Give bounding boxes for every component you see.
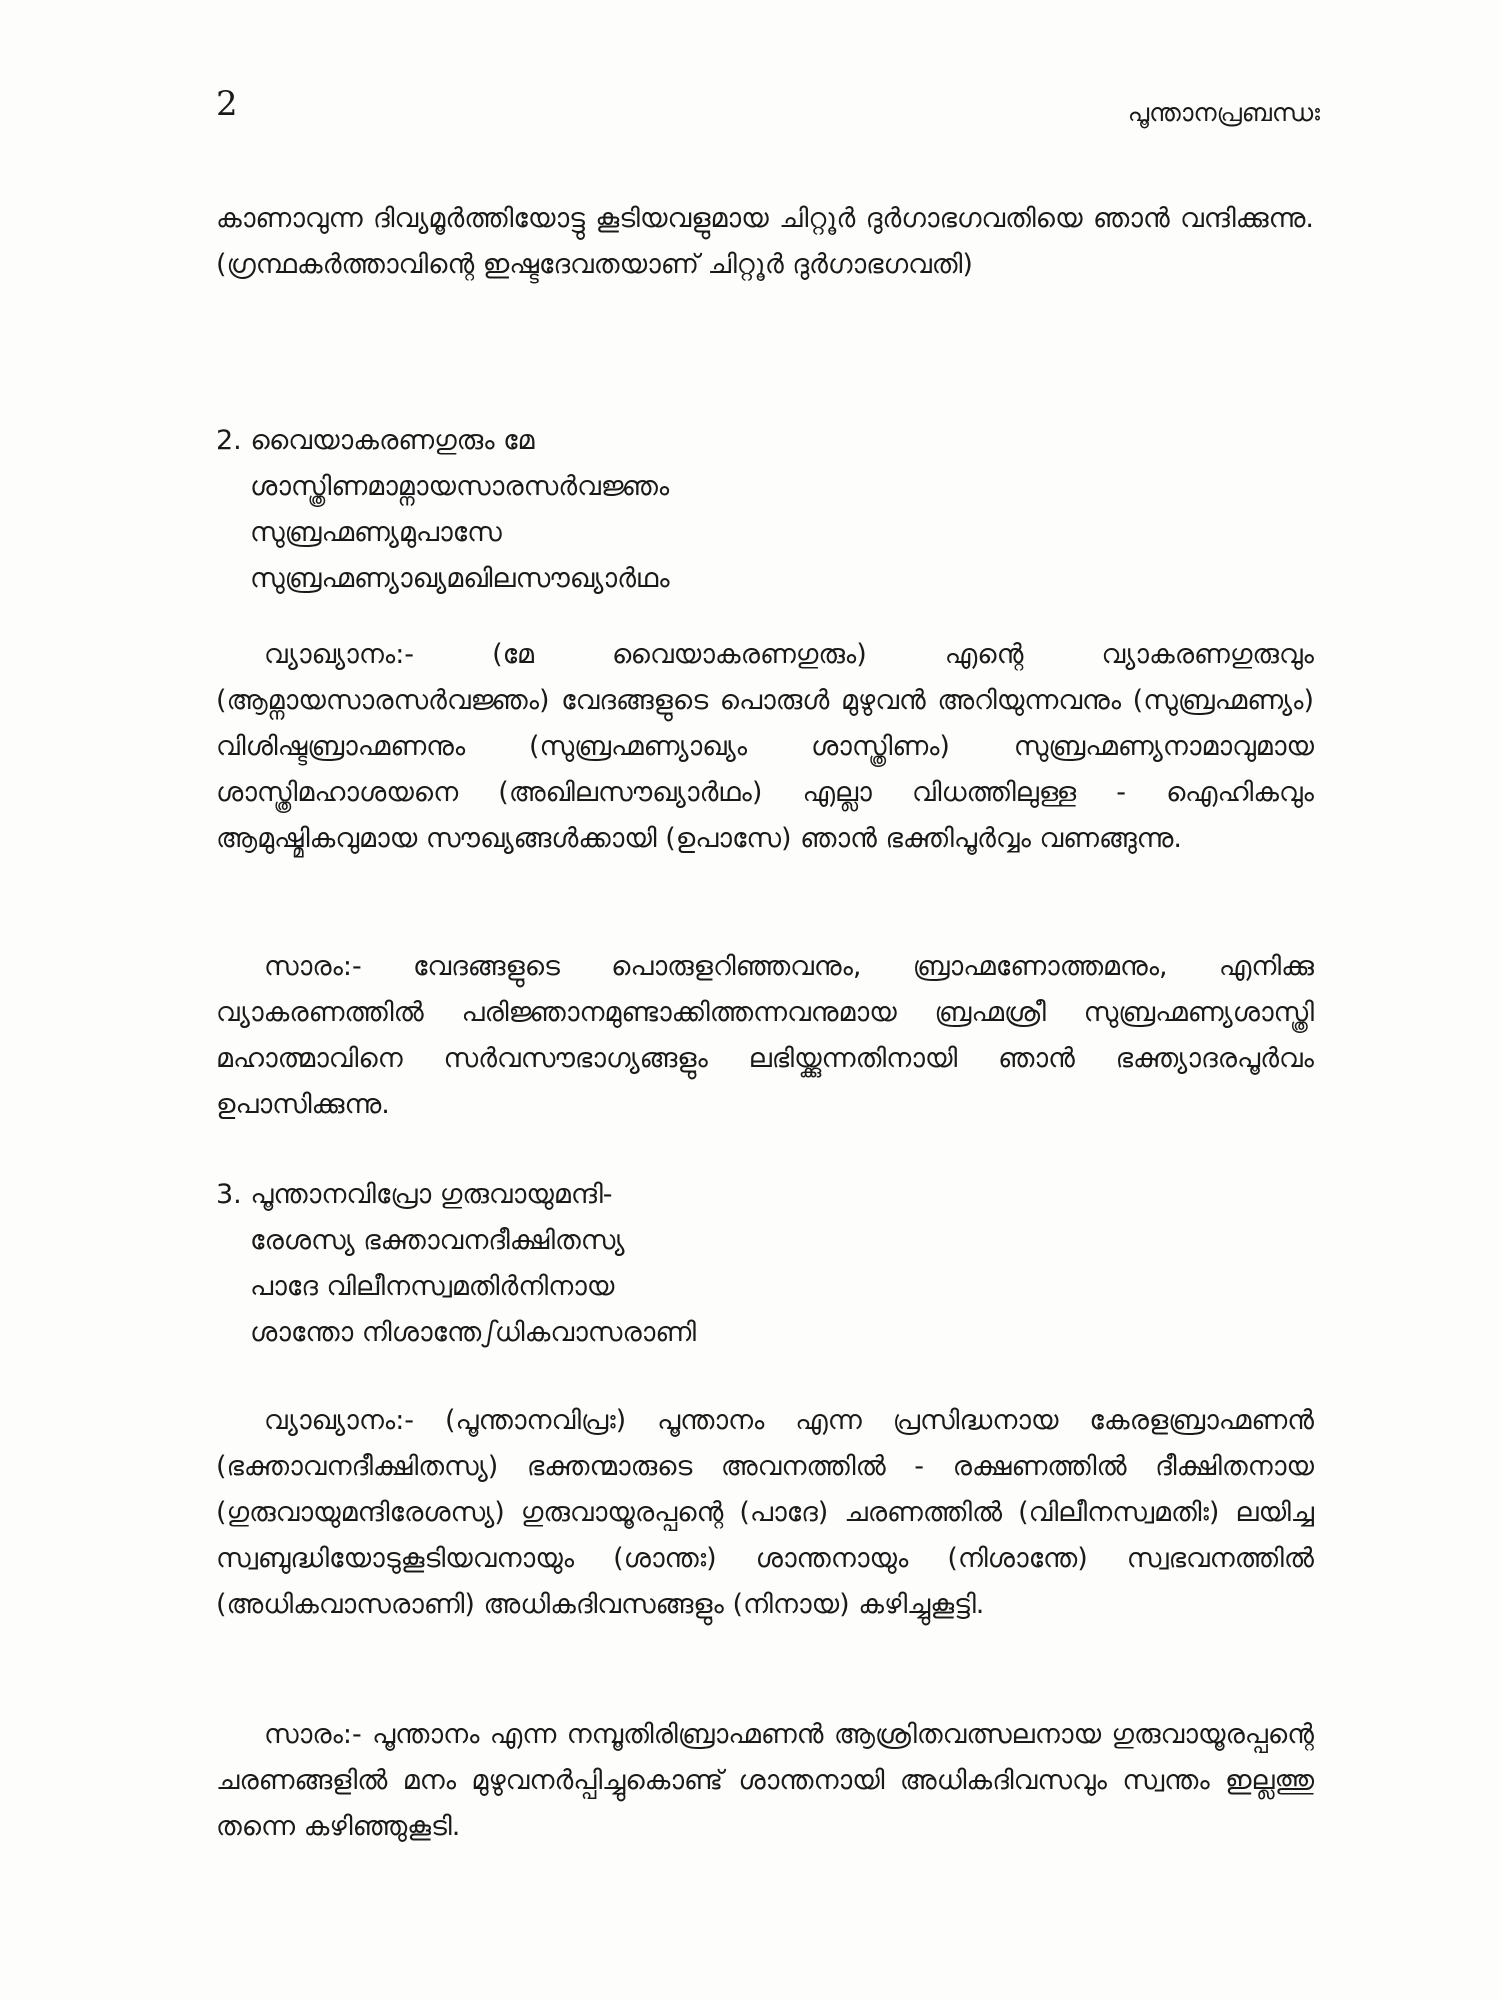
verse-2-line-1: 2. വൈയാകരണഗുരും മേ bbox=[216, 425, 535, 456]
summary-2: സാരം:- വേദങ്ങളുടെ പൊരുളറിഞ്ഞവനും, ബ്രാഹ്മണോത്തമനും, എനിക്കു വ്യാകരണത്തിൽ പരിജ്ഞാനമുണ്ടാക്കിത്തന്നവനുമായ ബ്രഹ്മശ്രീ സുബ്രഹ്മണ്യശാസ്ത്രി മഹാത്മാവിനെ സർവസൗഭാഗ്യങ്ങളും ലഭിയ്ക്കുന്നതിനായി ഞാൻ ഭക്ത്യാദരപൂർവം ഉപാസിക്കുന്നു. bbox=[216, 951, 1314, 1120]
verse-2-line-2: ശാസ്ത്രിണമാമ്നായസാരസർവജ്ഞം bbox=[250, 471, 670, 502]
page-number: 2 bbox=[216, 84, 238, 124]
commentary-3: വ്യാഖ്യാനം:- (പൂന്താനവിപ്രഃ) പൂന്താനം എന്ന പ്രസിദ്ധനായ കേരളബ്രാഹ്മണൻ (ഭക്താവനദീക്ഷിതസ്യ) ഭക്തന്മാരുടെ അവനത്തിൽ - രക്ഷണത്തിൽ ദീക്ഷിതനായ (ഗുരുവായുമന്ദിരേശസ്യ) ഗുരുവായൂരപ്പന്റെ (പാദേ) ചരണത്തിൽ (വിലീനസ്വമതിഃ) ലയിച്ച സ്വബുദ്ധിയോടുകൂടിയവനായും (ശാന്തഃ) ശാന്തനായും (നിശാന്തേ) സ്വഭവനത്തിൽ (അധികവാസരാണി) അധികദിവസങ്ങളും (നിനായ) കഴിച്ചുകൂട്ടി. bbox=[216, 1405, 1314, 1620]
verse-3-line-2: രേശസ്യ ഭക്താവനദീക്ഷിതസ്യ bbox=[250, 1225, 625, 1256]
commentary-2: വ്യാഖ്യാനം:- (മേ വൈയാകരണഗുരും) എന്റെ വ്യാകരണഗുരുവും (ആമ്നായസാരസർവജ്ഞം) വേദങ്ങളുടെ പൊരുൾ മുഴുവൻ അറിയുന്നവനും (സുബ്രഹ്മണ്യം) വിശിഷ്ടബ്രാഹ്മണനും (സുബ്രഹ്മണ്യാഖ്യം ശാസ്ത്രിണം) സുബ്രഹ്മണ്യനാമാവുമായ ശാസ്ത്രിമഹാശയനെ (അഖിലസൗഖ്യാർഥം) എല്ലാ വിധത്തിലുള്ള - ഐഹികവും ആമുഷ്മികവുമായ സൗഖ്യങ്ങൾക്കായി (ഉപാസേ) ഞാൻ ഭക്തിപൂർവ്വം വണങ്ങുന്നു. bbox=[216, 639, 1314, 854]
verse-3-line-3: പാദേ വിലീനസ്വമതിർനിനായ bbox=[250, 1271, 615, 1302]
verse-3 bbox=[216, 1172, 696, 1356]
verse-3-line-1: 3. പൂന്താനവിപ്രോ ഗുരുവായുമന്ദി- bbox=[216, 1179, 613, 1210]
summary-3: സാരം:- പൂന്താനം എന്ന നമ്പൂതിരിബ്രാഹ്മണൻ ആശ്രിതവത്സലനായ ഗുരുവായൂരപ്പന്റെ ചരണങ്ങളിൽ മനം മുഴുവനർപ്പിച്ചുകൊണ്ട് ശാന്തനായി അധികദിവസവും സ്വന്തം ഇല്ലത്തു തന്നെ കഴിഞ്ഞുകൂടി. bbox=[216, 1719, 1314, 1842]
intro-paragraph: കാണാവുന്ന ദിവ്യമൂർത്തിയോട്ടു കൂടിയവളുമായ ചിറ്റൂർ ദുർഗാഭഗവതിയെ ഞാൻ വന്ദിക്കുന്നു. (ഗ്രന്ഥകർത്താവിന്റെ ഇഷ്ടദേവതയാണ് ചിറ്റൂർ ദുർഗാഭഗവതി) bbox=[216, 203, 1314, 280]
running-title: പൂന്താനപ്രബന്ധഃ bbox=[1127, 98, 1320, 127]
verse-2-line-4: സുബ്രഹ്മണ്യാഖ്യമഖിലസൗഖ്യാർഥം bbox=[250, 563, 670, 594]
verse-2-line-3: സുബ്രഹ്മണ്യമുപാസേ bbox=[250, 517, 502, 548]
verse-2 bbox=[216, 418, 670, 602]
verse-3-line-4: ശാന്തോ നിശാന്തേഽധികവാസരാണി bbox=[250, 1317, 696, 1348]
